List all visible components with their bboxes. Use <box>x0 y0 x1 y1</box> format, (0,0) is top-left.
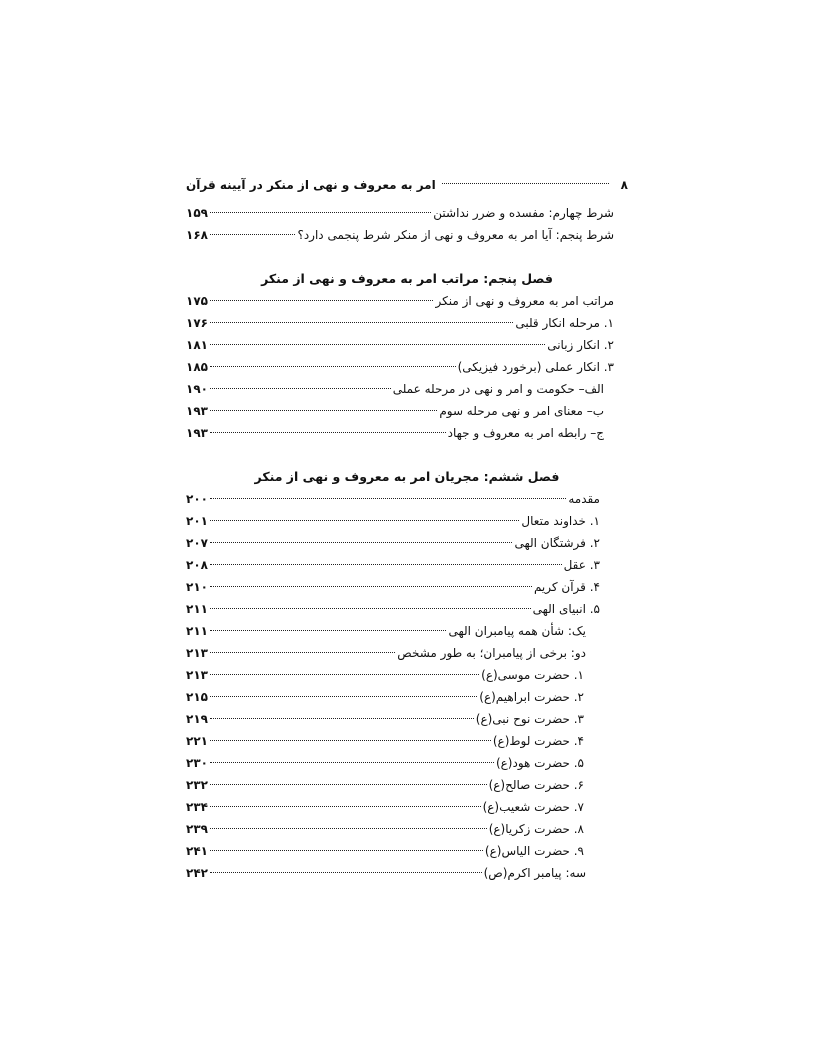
dot-leader <box>210 212 431 213</box>
toc-entry-page: ۲۰۸ <box>186 558 208 572</box>
toc-entry-title: یک: شأن همه پیامبران الهی <box>448 624 586 638</box>
toc-entry-page: ۲۳۹ <box>186 822 208 836</box>
dot-leader <box>210 652 395 653</box>
toc-entry-title: ۲. فرشتگان الهی <box>514 536 600 550</box>
toc-entry-page: ۲۱۰ <box>186 580 208 594</box>
toc-entry-title: سه: پیامبر اکرم(ص) <box>483 866 586 880</box>
toc-entry-page: ۲۰۰ <box>186 492 208 506</box>
dot-leader <box>210 234 295 235</box>
dot-leader <box>210 366 456 367</box>
toc-entry-title: ۱. مرحله انکار قلبی <box>515 316 614 330</box>
toc-entry[interactable] <box>186 796 584 818</box>
toc-entry[interactable] <box>186 598 600 620</box>
toc-entry[interactable] <box>186 378 604 400</box>
toc-entry-title: ۵. انبیای الهی <box>532 602 600 616</box>
toc-entry-title: ۱. حضرت موسی(ع) <box>481 668 584 682</box>
dot-leader <box>210 630 446 631</box>
toc-entry-page: ۱۸۱ <box>186 338 208 352</box>
toc-entry-title: مراتب امر به معروف و نهی از منکر <box>435 294 614 308</box>
toc-entry-page: ۲۰۱ <box>186 514 208 528</box>
toc-entry-title: ب– معنای امر و نهی مرحله سوم <box>439 404 604 418</box>
toc-entry[interactable] <box>186 774 584 796</box>
toc-entry[interactable] <box>186 752 584 774</box>
dot-leader <box>210 674 479 675</box>
toc-entry-title: شرط پنجم: آیا امر به معروف و نهی از منکر شرط پنجمی دارد؟ <box>297 228 614 242</box>
toc-entry[interactable] <box>186 862 586 884</box>
toc-entry-page: ۲۱۱ <box>186 602 208 616</box>
toc-entry-title: ۳. عقل <box>563 558 600 572</box>
toc-entry[interactable] <box>186 510 600 532</box>
toc-entry[interactable] <box>186 334 614 356</box>
toc-entry-page: ۲۳۲ <box>186 778 208 792</box>
dot-leader <box>210 322 513 323</box>
dot-leader <box>210 388 391 389</box>
toc-entry[interactable] <box>186 664 584 686</box>
header-book-title: امر به معروف و نهی از منکر در آیینه قرآن <box>186 178 436 192</box>
toc-entry-page: ۲۴۲ <box>186 866 208 880</box>
toc-entry[interactable] <box>186 290 614 312</box>
dot-leader <box>210 410 437 411</box>
toc-entry-page: ۱۷۵ <box>186 294 208 308</box>
dot-leader <box>210 300 433 301</box>
dot-leader <box>210 696 477 697</box>
toc-entry-title: مقدمه <box>568 492 600 506</box>
toc-entry[interactable] <box>186 686 584 708</box>
toc-entry[interactable] <box>186 818 584 840</box>
toc-entry[interactable] <box>186 730 584 752</box>
toc-entry-page: ۲۱۳ <box>186 668 208 682</box>
chapter-heading: فصل ششم: مجریان امر به معروف و نهی از منکر <box>254 469 560 484</box>
toc-entry-page: ۲۲۱ <box>186 734 208 748</box>
toc-entry-page: ۲۳۰ <box>186 756 208 770</box>
running-header <box>186 174 628 196</box>
dot-leader <box>210 740 491 741</box>
toc-entry[interactable] <box>186 576 600 598</box>
dot-leader <box>210 542 512 543</box>
toc-entry-page: ۲۱۹ <box>186 712 208 726</box>
toc-entry-title: ۷. حضرت شعیب(ع) <box>482 800 584 814</box>
toc-entry-page: ۲۰۷ <box>186 536 208 550</box>
toc-entry-title: ۶. حضرت صالح(ع) <box>488 778 584 792</box>
toc-entry[interactable] <box>186 554 600 576</box>
dot-leader <box>210 432 446 433</box>
chapter-heading: فصل پنجم: مراتب امر به معروف و نهی از منکر <box>261 271 553 286</box>
toc-entry-title: ۲. حضرت ابراهیم(ع) <box>479 690 584 704</box>
toc-entry[interactable] <box>186 202 614 224</box>
dot-leader <box>210 762 494 763</box>
toc-entry-title: ۴. قرآن کریم <box>533 580 600 594</box>
dot-leader <box>210 872 482 873</box>
toc-entry-title: دو: برخی از پیامبران؛ به طور مشخص <box>397 646 586 660</box>
toc-entry-title: ۸. حضرت زکریا(ع) <box>488 822 584 836</box>
toc-entry-title: الف– حکومت و امر و نهی در مرحله عملی <box>392 382 604 396</box>
dot-leader <box>210 520 519 521</box>
toc-entry-title: ج– رابطه امر به معروف و جهاد <box>447 426 604 440</box>
toc-entry[interactable] <box>186 488 600 510</box>
dot-leader <box>210 718 474 719</box>
toc-entry-title: ۲. انکار زبانی <box>547 338 614 352</box>
toc-entry[interactable] <box>186 224 614 246</box>
header-leader <box>442 183 609 184</box>
toc-entry-title: ۵. حضرت هود(ع) <box>495 756 584 770</box>
toc-entry-page: ۲۱۵ <box>186 690 208 704</box>
toc-entry[interactable] <box>186 642 586 664</box>
toc-entry[interactable] <box>186 708 584 730</box>
dot-leader <box>210 498 566 499</box>
dot-leader <box>210 344 545 345</box>
toc-entry-page: ۱۷۶ <box>186 316 208 330</box>
toc-entry-page: ۲۳۴ <box>186 800 208 814</box>
toc-entry[interactable] <box>186 400 604 422</box>
toc-entry-page: ۱۹۰ <box>186 382 208 396</box>
toc-entry[interactable] <box>186 532 600 554</box>
toc-entry-page: ۱۶۸ <box>186 228 208 242</box>
toc-entry-title: ۳. حضرت نوح نبی(ع) <box>475 712 584 726</box>
toc-entry[interactable] <box>186 422 604 444</box>
dot-leader <box>210 828 487 829</box>
toc-entry[interactable] <box>186 356 614 378</box>
dot-leader <box>210 806 481 807</box>
toc-entry-title: ۴. حضرت لوط(ع) <box>492 734 584 748</box>
toc-entry[interactable] <box>186 840 584 862</box>
toc-entry-title: ۱. خداوند متعال <box>521 514 600 528</box>
toc-entry-page: ۱۵۹ <box>186 206 208 220</box>
dot-leader <box>210 564 562 565</box>
toc-entry-page: ۱۹۳ <box>186 404 208 418</box>
toc-entry-page: ۱۸۵ <box>186 360 208 374</box>
toc-entry-page: ۲۱۱ <box>186 624 208 638</box>
dot-leader <box>210 784 487 785</box>
toc-entry-title: ۳. انکار عملی (برخورد فیزیکی) <box>457 360 614 374</box>
toc-entry[interactable] <box>186 312 614 334</box>
header-page-number: ۸ <box>620 178 628 192</box>
dot-leader <box>210 586 532 587</box>
dot-leader <box>210 608 531 609</box>
toc-entry-title: شرط چهارم: مفسده و ضرر نداشتن <box>433 206 614 220</box>
dot-leader <box>210 850 483 851</box>
toc-entry[interactable] <box>186 620 586 642</box>
toc-entry-page: ۱۹۳ <box>186 426 208 440</box>
toc-entry-title: ۹. حضرت الیاس(ع) <box>484 844 584 858</box>
toc-entry-page: ۲۴۱ <box>186 844 208 858</box>
toc-entry-page: ۲۱۳ <box>186 646 208 660</box>
